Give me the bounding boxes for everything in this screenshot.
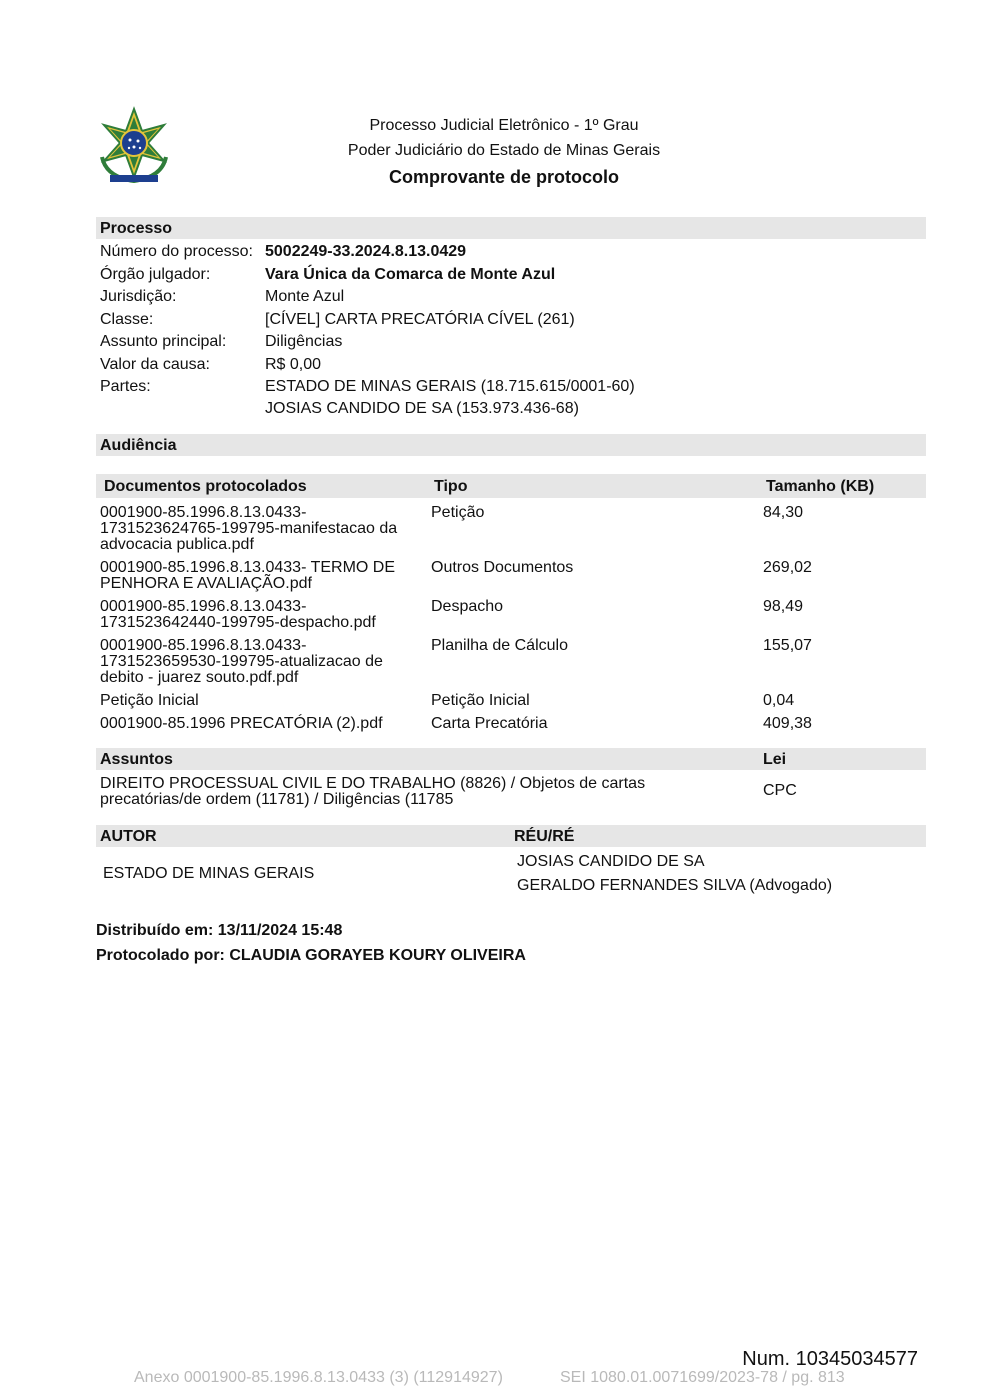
field-value-assunto: Diligências bbox=[265, 333, 343, 350]
partes-header-bar bbox=[96, 825, 926, 847]
table-row bbox=[100, 692, 199, 710]
doc-name-line: 0001900-85.1996.8.13.0433- bbox=[100, 637, 307, 654]
field-value-partes-1: ESTADO DE MINAS GERAIS (18.715.615/0001-60) bbox=[265, 378, 635, 395]
doc-name-line: 0001900-85.1996.8.13.0433- bbox=[100, 504, 307, 521]
doc-name-line: 1731523642440-199795-despacho.pdf bbox=[100, 614, 376, 631]
field-label-valor: Valor da causa: bbox=[100, 356, 210, 373]
document-number: Num. 10345034577 bbox=[742, 1348, 918, 1370]
distribuido-em: Distribuído em: 13/11/2024 15:48 bbox=[96, 922, 343, 939]
field-label-jurisdicao: Jurisdição: bbox=[100, 288, 177, 305]
reu-name-2: GERALDO FERNANDES SILVA (Advogado) bbox=[517, 877, 833, 894]
field-value-orgao: Vara Única da Comarca de Monte Azul bbox=[265, 266, 556, 283]
doc-tamanho: 0,04 bbox=[763, 692, 795, 709]
doc-tipo: Despacho bbox=[431, 598, 504, 615]
doc-name-line: 0001900-85.1996.8.13.0433- TERMO DE bbox=[100, 559, 396, 576]
processo-section-title: Processo bbox=[100, 220, 173, 237]
processo-section-bar bbox=[96, 217, 926, 239]
doc-tamanho: 155,07 bbox=[763, 637, 812, 654]
doc-tipo: Petição bbox=[431, 504, 485, 521]
doc-tamanho: 409,38 bbox=[763, 715, 812, 732]
footer-sei: SEI 1080.01.0071699/2023-78 / pg. 813 bbox=[560, 1369, 845, 1386]
col-header-tamanho: Tamanho (KB) bbox=[766, 478, 875, 495]
field-label-assunto: Assunto principal: bbox=[100, 333, 227, 350]
assuntos-line: precatórias/de ordem (11781) / Diligências (11785 bbox=[100, 791, 454, 808]
col-header-assuntos: Assuntos bbox=[100, 751, 173, 768]
autor-name: ESTADO DE MINAS GERAIS bbox=[103, 865, 315, 882]
field-value-classe: [CÍVEL] CARTA PRECATÓRIA CÍVEL (261) bbox=[265, 311, 575, 328]
field-value-numero: 5002249-33.2024.8.13.0429 bbox=[265, 243, 467, 260]
assuntos-lei: CPC bbox=[763, 782, 797, 799]
doc-name-line: 0001900-85.1996.8.13.0433- bbox=[100, 598, 307, 615]
doc-name-line: PENHORA E AVALIAÇÃO.pdf bbox=[100, 575, 312, 592]
header-judiciary: Poder Judiciário do Estado de Minas Gerais bbox=[347, 142, 661, 159]
field-label-classe: Classe: bbox=[100, 311, 154, 328]
doc-tipo: Carta Precatória bbox=[431, 715, 548, 732]
col-header-autor: AUTOR bbox=[100, 828, 157, 845]
doc-name-line: advocacia publica.pdf bbox=[100, 536, 254, 553]
table-row bbox=[100, 715, 383, 733]
col-header-tipo: Tipo bbox=[434, 478, 468, 495]
assuntos-text bbox=[100, 776, 645, 808]
field-label-numero: Número do processo: bbox=[100, 243, 253, 260]
doc-name-line: 0001900-85.1996 PRECATÓRIA (2).pdf bbox=[100, 715, 383, 732]
field-value-jurisdicao: Monte Azul bbox=[265, 288, 345, 305]
doc-tamanho: 269,02 bbox=[763, 559, 812, 576]
audiencia-section-bar bbox=[96, 434, 926, 456]
doc-name-line: debito - juarez souto.pdf.pdf bbox=[100, 669, 299, 686]
field-value-valor: R$ 0,00 bbox=[265, 356, 322, 373]
doc-name-line: Petição Inicial bbox=[100, 692, 199, 709]
protocolado-por: Protocolado por: CLAUDIA GORAYEB KOURY OLIVEIRA bbox=[96, 947, 526, 964]
table-row bbox=[100, 505, 397, 553]
table-row bbox=[100, 560, 395, 592]
footer-anexo: Anexo 0001900-85.1996.8.13.0433 (3) (112914927) bbox=[134, 1369, 503, 1386]
reu-name-1: JOSIAS CANDIDO DE SA bbox=[517, 853, 705, 870]
col-header-reu: RÉU/RÉ bbox=[514, 828, 575, 845]
brazil-coat-of-arms-icon bbox=[96, 105, 172, 185]
doc-tipo: Outros Documentos bbox=[431, 559, 574, 576]
field-label-partes: Partes: bbox=[100, 378, 151, 395]
field-label-orgao: Órgão julgador: bbox=[100, 266, 211, 283]
page-title: Comprovante de protocolo bbox=[388, 167, 619, 187]
assuntos-line: DIREITO PROCESSUAL CIVIL E DO TRABALHO (8826) / Objetos de cartas bbox=[100, 775, 646, 792]
col-header-lei: Lei bbox=[763, 751, 787, 768]
table-row bbox=[100, 599, 376, 631]
doc-name-line: 1731523624765-199795-manifestacao da bbox=[100, 520, 398, 537]
doc-tipo: Planilha de Cálculo bbox=[431, 637, 568, 654]
doc-tipo: Petição Inicial bbox=[431, 692, 530, 709]
table-row bbox=[100, 638, 383, 686]
doc-tamanho: 98,49 bbox=[763, 598, 804, 615]
audiencia-section-title: Audiência bbox=[100, 437, 177, 454]
col-header-documentos: Documentos protocolados bbox=[104, 478, 307, 495]
doc-name-line: 1731523659530-199795-atualizacao de bbox=[100, 653, 383, 670]
field-value-partes-2: JOSIAS CANDIDO DE SA (153.973.436-68) bbox=[265, 400, 579, 417]
doc-tamanho: 84,30 bbox=[763, 504, 804, 521]
assuntos-header-bar bbox=[96, 748, 926, 770]
header-court-system: Processo Judicial Eletrônico - 1º Grau bbox=[369, 117, 639, 134]
